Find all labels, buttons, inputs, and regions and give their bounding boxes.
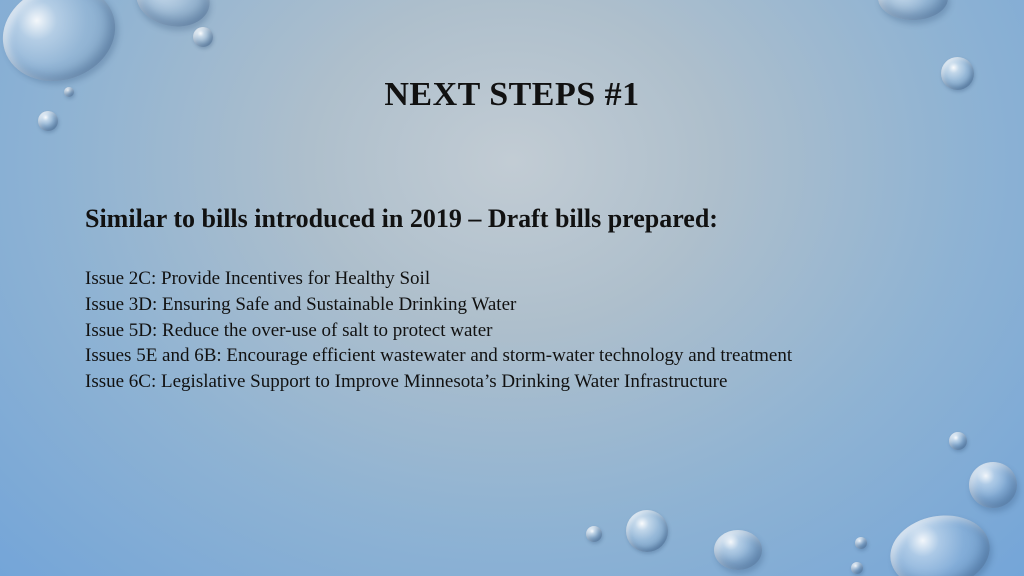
water-droplet-decoration: [969, 462, 1017, 508]
water-droplet-decoration: [714, 530, 762, 570]
slide-subtitle: Similar to bills introduced in 2019 – Draft bills prepared:: [85, 204, 718, 233]
issue-item: Issues 5E and 6B: Encourage efficient wastewater and storm-water technology and treatment: [85, 345, 793, 367]
water-droplet-decoration: [38, 111, 58, 131]
issue-item: Issue 2C: Provide Incentives for Healthy Soil: [85, 268, 431, 289]
water-droplet-decoration: [949, 432, 967, 450]
water-droplet-decoration: [878, 0, 948, 20]
issue-list: [85, 266, 792, 395]
issue-item: Issue 3D: Ensuring Safe and Sustainable Drinking Water: [85, 293, 517, 315]
water-droplet-decoration: [193, 27, 213, 47]
water-droplet-decoration: [586, 526, 602, 542]
water-droplet-decoration: [851, 562, 863, 574]
issue-item: Issue 5D: Reduce the over-use of salt to protect water: [85, 319, 493, 341]
water-droplet-decoration: [885, 508, 996, 576]
water-droplet-decoration: [855, 537, 867, 549]
water-droplet-decoration: [626, 510, 668, 552]
issue-item: Issue 6C: Legislative Support to Improve Minnesota’s Drinking Water Infrastructure: [85, 371, 728, 393]
slide-title: NEXT STEPS #1: [384, 76, 640, 113]
